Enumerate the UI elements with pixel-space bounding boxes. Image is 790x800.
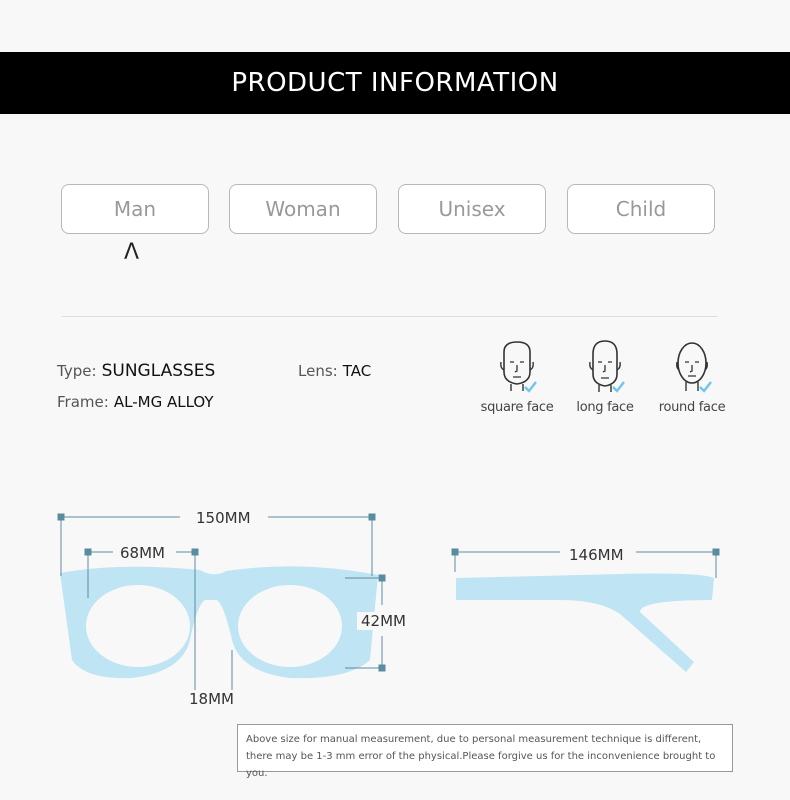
spec-frame	[57, 392, 214, 411]
spec-type	[57, 361, 215, 381]
square-face-label: square face	[480, 400, 554, 415]
left-lens	[86, 585, 190, 667]
face-round	[647, 338, 737, 415]
gender-option-unisex[interactable]	[398, 184, 546, 234]
product-info-banner	[0, 52, 790, 114]
temple-length-label: 146MM	[565, 546, 628, 564]
gender-option-child[interactable]	[567, 184, 715, 234]
lens-height-label: 42MM	[357, 612, 410, 630]
bridge-label: 18MM	[185, 690, 238, 708]
gender-option-man[interactable]	[61, 184, 209, 234]
note-line-2: there may be 1-3 mm error of the physical.Please forgive us for the inconvenience brought to you.	[246, 751, 716, 779]
gender-label-woman: Woman	[265, 197, 341, 221]
frame-label: Frame:	[57, 393, 109, 411]
total-width-label: 150MM	[192, 509, 255, 527]
long-face-icon	[580, 338, 630, 394]
type-value: SUNGLASSES	[101, 361, 216, 381]
long-face-label: long face	[576, 400, 634, 415]
round-face-label: round face	[658, 400, 726, 415]
gender-label-man: Man	[113, 197, 157, 221]
gender-label-unisex: Unisex	[438, 197, 506, 221]
glasses-dimension-diagram	[0, 500, 790, 720]
note-line-1: Above size for manual measurement, due to personal measurement technique is different,	[246, 734, 702, 745]
measurement-note	[237, 724, 733, 779]
gender-label-child: Child	[615, 197, 667, 221]
round-face-icon	[667, 338, 717, 394]
lens-label: Lens:	[298, 362, 338, 380]
banner-title: PRODUCT INFORMATION	[231, 68, 559, 98]
face-long	[560, 338, 650, 415]
right-lens	[238, 585, 342, 667]
lens-value: TAC	[342, 362, 372, 380]
frame-value: AL-MG ALLOY	[113, 393, 214, 411]
square-face-icon	[492, 338, 542, 394]
selected-marker: Λ	[124, 240, 140, 265]
type-label: Type:	[57, 362, 97, 380]
section-divider	[62, 316, 718, 317]
lens-width-label: 68MM	[116, 544, 169, 562]
gender-option-woman[interactable]	[229, 184, 377, 234]
temple-arm	[456, 574, 714, 673]
spec-lens	[298, 361, 371, 380]
face-square	[472, 338, 562, 415]
